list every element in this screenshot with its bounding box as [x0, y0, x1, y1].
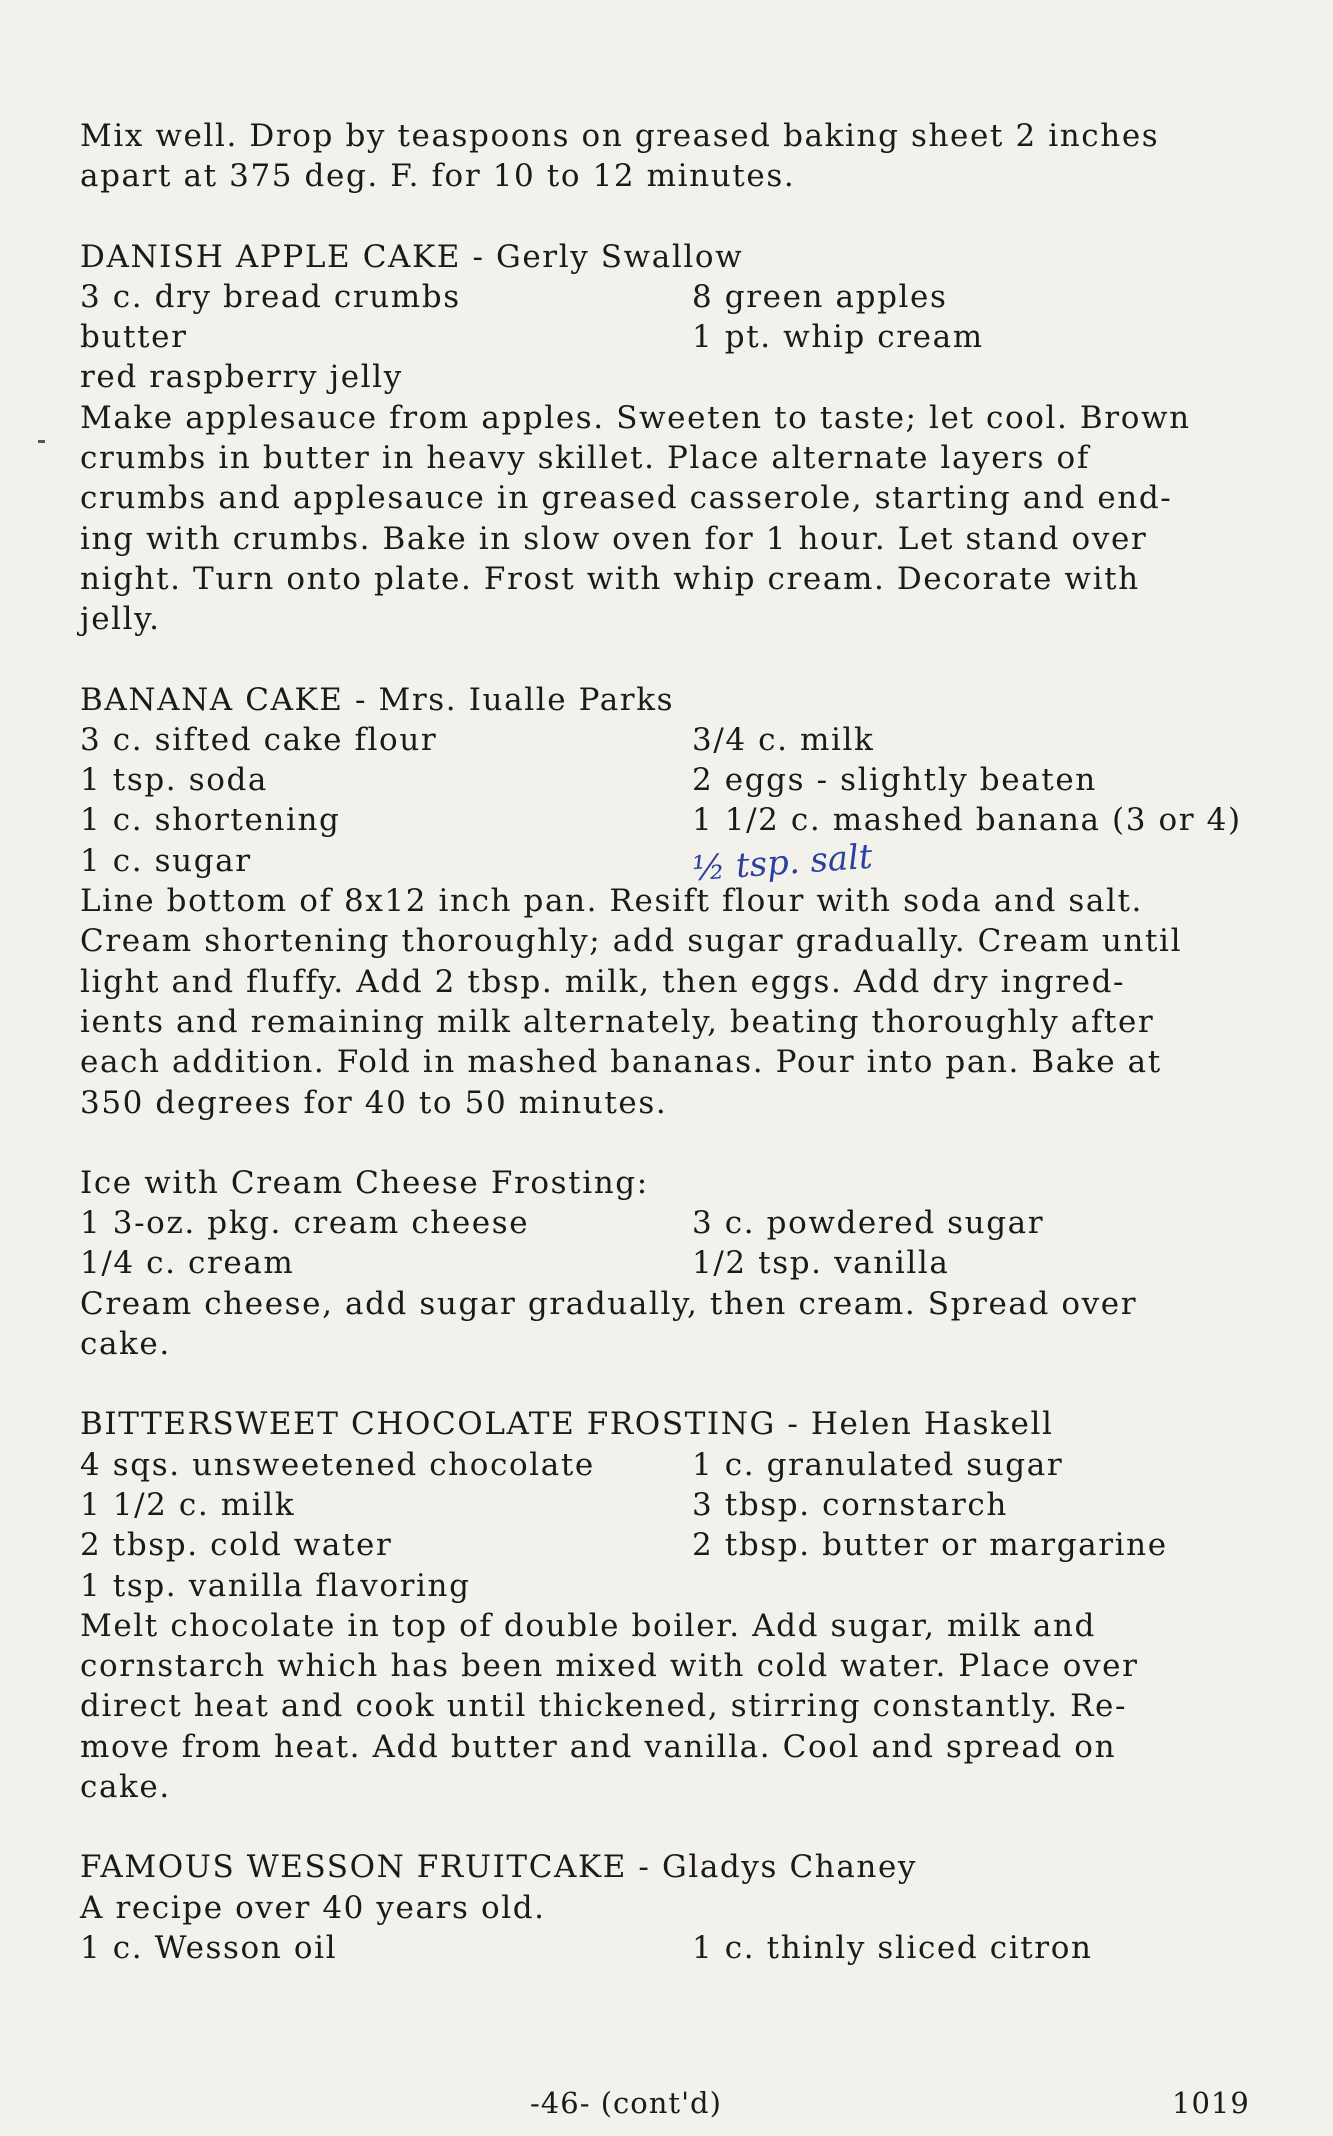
ingredient: 1 pt. whip cream — [692, 319, 984, 356]
ingredient: 3/4 c. milk — [692, 721, 875, 758]
ingredient: 1 tsp. vanilla flavoring — [80, 1567, 471, 1604]
ingredient-row — [80, 720, 1260, 760]
direction-line: cake. — [80, 1326, 171, 1363]
direction-line: direct heat and cook until thickened, stirring constantly. Re- — [80, 1688, 1128, 1725]
margin-mark — [38, 440, 45, 443]
ingredient: 1 1/2 c. mashed banana (3 or 4) — [692, 802, 1242, 839]
handwritten-note — [690, 836, 1260, 889]
recipe-title: FAMOUS WESSON FRUITCAKE - Gladys Chaney — [80, 1849, 918, 1886]
ingredient: 1 1/2 c. milk — [80, 1486, 296, 1523]
direction-line: Make applesauce from apples. Sweeten to taste; let cool. Brown — [80, 399, 1191, 436]
ingredient-row — [80, 317, 1260, 357]
recipe-subtitle: A recipe over 40 years old. — [80, 1889, 546, 1926]
ingredient: 1 c. sugar — [80, 842, 252, 879]
page-number: -46- (cont'd) — [530, 2086, 722, 2120]
direction-line: cornstarch which has been mixed with cold water. Place over — [80, 1648, 1139, 1685]
ingredient: 1/2 tsp. vanilla — [692, 1245, 950, 1282]
ingredient: red raspberry jelly — [80, 359, 403, 396]
direction-line: ients and remaining milk alternately, beating thoroughly after — [80, 1003, 1155, 1040]
ingredient-row — [80, 800, 1260, 840]
intro-line: apart at 375 deg. F. for 10 to 12 minutes. — [80, 158, 796, 195]
direction-line: crumbs and applesauce in greased casserole, starting and end- — [80, 480, 1173, 517]
ingredient-row — [80, 1243, 1260, 1283]
ingredient-row — [80, 277, 1260, 317]
direction-line: Cream cheese, add sugar gradually, then cream. Spread over — [80, 1285, 1138, 1322]
ingredient: 2 tbsp. cold water — [80, 1527, 393, 1564]
direction-line: Line bottom of 8x12 inch pan. Resift flour with soda and salt. — [80, 883, 1143, 920]
direction-line: each addition. Fold in mashed bananas. Pour into pan. Bake at — [80, 1044, 1162, 1081]
ingredient: 4 sqs. unsweetened chocolate — [80, 1446, 595, 1483]
direction-line: crumbs in butter in heavy skillet. Place alternate layers of — [80, 440, 1090, 477]
direction-line: Cream shortening thoroughly; add sugar gradually. Cream until — [80, 923, 1183, 960]
cream-cheese-frosting-recipe — [80, 1163, 1260, 1364]
ingredient: 2 eggs - slightly beaten — [692, 762, 1097, 799]
ingredient: 2 tbsp. butter or margarine — [692, 1527, 1168, 1564]
ingredient-row — [80, 1525, 1260, 1565]
direction-line: night. Turn onto plate. Frost with whip cream. Decorate with — [80, 560, 1140, 597]
ingredient: butter — [80, 319, 188, 356]
ingredient-row — [80, 760, 1260, 800]
ingredient: 1 c. thinly sliced citron — [692, 1929, 1093, 1966]
ingredient-row — [80, 836, 1260, 889]
direction-line: Melt chocolate in top of double boiler. Add sugar, milk and — [80, 1607, 1096, 1644]
direction-line: 350 degrees for 40 to 50 minutes. — [80, 1084, 668, 1121]
ingredient: 1/4 c. cream — [80, 1245, 295, 1282]
ingredient-row — [80, 1928, 1260, 1968]
ingredient: 8 green apples — [692, 278, 948, 315]
ingredient: 1 tsp. soda — [80, 762, 268, 799]
direction-line: cake. — [80, 1768, 171, 1805]
ingredient: 1 3-oz. pkg. cream cheese — [80, 1205, 530, 1242]
direction-line: ing with crumbs. Bake in slow oven for 1 hour. Let stand over — [80, 520, 1148, 557]
direction-line: light and fluffy. Add 2 tbsp. milk, then eggs. Add dry ingred- — [80, 963, 1126, 1000]
page-code: 1019 — [1172, 2086, 1250, 2120]
ingredient: 3 tbsp. cornstarch — [692, 1486, 1008, 1523]
ingredient: 3 c. dry bread crumbs — [80, 278, 461, 315]
page-content — [80, 116, 1260, 1968]
danish-apple-cake-recipe — [80, 237, 1260, 640]
ingredient: 3 c. sifted cake flour — [80, 721, 438, 758]
recipe-title: Ice with Cream Cheese Frosting: — [80, 1164, 649, 1201]
wesson-fruitcake-recipe — [80, 1847, 1260, 1968]
ingredient: 1 c. Wesson oil — [80, 1929, 338, 1966]
recipe-title: BANANA CAKE - Mrs. Iualle Parks — [80, 681, 675, 718]
ingredient: 1 c. granulated sugar — [692, 1446, 1064, 1483]
banana-cake-recipe — [80, 680, 1260, 1123]
bittersweet-frosting-recipe — [80, 1404, 1260, 1807]
ingredient: 3 c. powdered sugar — [692, 1205, 1045, 1242]
ingredient-row — [80, 1485, 1260, 1525]
direction-line: move from heat. Add butter and vanilla. Cool and spread on — [80, 1728, 1117, 1765]
recipe-title: DANISH APPLE CAKE - Gerly Swallow — [80, 238, 744, 275]
recipe-title: BITTERSWEET CHOCOLATE FROSTING - Helen Haskell — [80, 1406, 1054, 1443]
ingredient-row — [80, 1445, 1260, 1485]
intro-line: Mix well. Drop by teaspoons on greased baking sheet 2 inches — [80, 118, 1160, 154]
handwritten-salt: ½ tsp. salt — [690, 836, 874, 889]
ingredient-row — [80, 1203, 1260, 1243]
direction-line: jelly. — [80, 601, 161, 638]
ingredient: 1 c. shortening — [80, 802, 341, 839]
